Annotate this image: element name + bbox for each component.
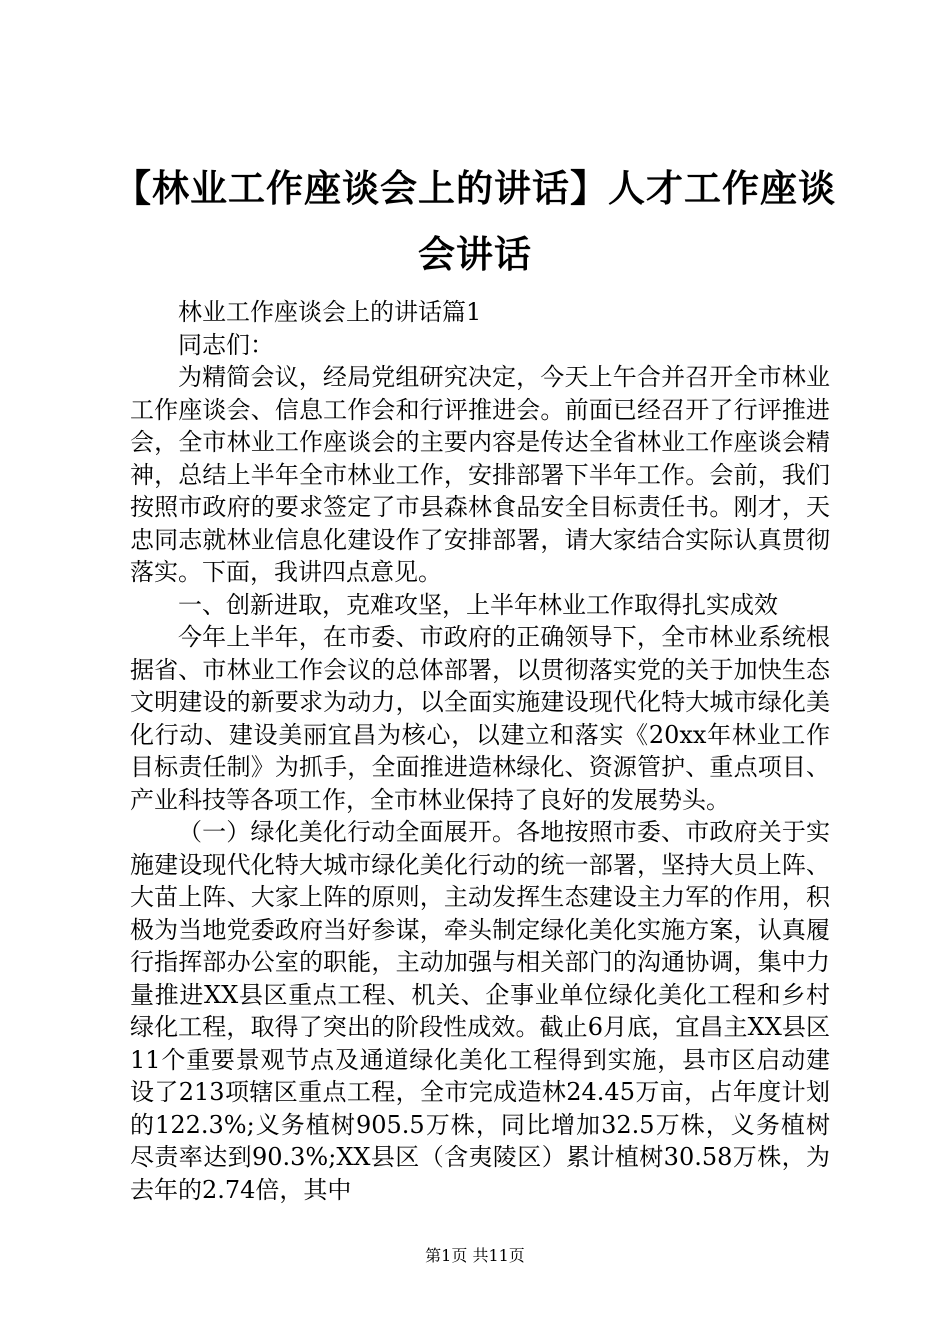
paragraph: 今年上半年，在市委、市政府的正确领导下，全市林业系统根据省、市林业工作会议的总体部署，以贯彻落实党的关于加快生态文明建设的新要求为动力，以全面实施建设现代化特大城市绿化美化行动、建设美丽宜昌为核心，以建立和落实《20xx年林业工作目标责任制》为抓手，全面推进造林绿化、资源管护、重点项目、产业科技等各项工作，全市林业保持了良好的发展势头。 bbox=[130, 623, 830, 814]
section-heading: 一、创新进取，克难攻坚，上半年林业工作取得扎实成效 bbox=[178, 590, 778, 619]
salutation: 同志们： bbox=[178, 330, 274, 359]
page-number: 第1页 共11页 bbox=[425, 1246, 525, 1265]
section-heading: 林业工作座谈会上的讲话篇1 bbox=[178, 298, 482, 326]
paragraph: （一）绿化美化行动全面展开。各地按照市委、市政府关于实施建设现代化特大城市绿化美化行动的统一部署，坚持大员上阵、大苗上阵、大家上阵的原则，主动发挥生态建设主力军的作用，积极为当地党委政府当好参谋，牵头制定绿化美化实施方案，认真履行指挥部办公室的职能，主动加强与相关部门的沟通协调，集中力量推进XX县区重点工程、机关、企事业单位绿化美化工程和乡村绿化工程，取得了突出的阶段性成效。截止6月底，宜昌主XX县区11个重要景观节点及通道绿化美化工程得到实施，县市区启动建设了213项辖区重点工程，全市完成造林24.45万亩，占年度计划的122.3%;义务植树905.5万株，同比增加32.5万株，义务植树尽责率达到90.3%;XX县区（含夷陵区）累计植树30.58万株，为去年的2.74倍，其中 bbox=[130, 818, 830, 1204]
document-title: 【林业工作座谈会上的讲话】人才工作座谈会讲话 bbox=[114, 167, 836, 276]
document-body bbox=[130, 296, 830, 1206]
paragraph: 为精简会议，经局党组研究决定，今天上午合并召开全市林业工作座谈会、信息工作会和行评推进会。前面已经召开了行评推进会，全市林业工作座谈会的主要内容是传达全省林业工作座谈会精神，总结上半年全市林业工作，安排部署下半年工作。会前，我们按照市政府的要求签定了市县森林食品安全目标责任书。刚才，天忠同志就林业信息化建设作了安排部署，请大家结合实际认真贯彻落实。下面，我讲四点意见。 bbox=[130, 363, 830, 586]
